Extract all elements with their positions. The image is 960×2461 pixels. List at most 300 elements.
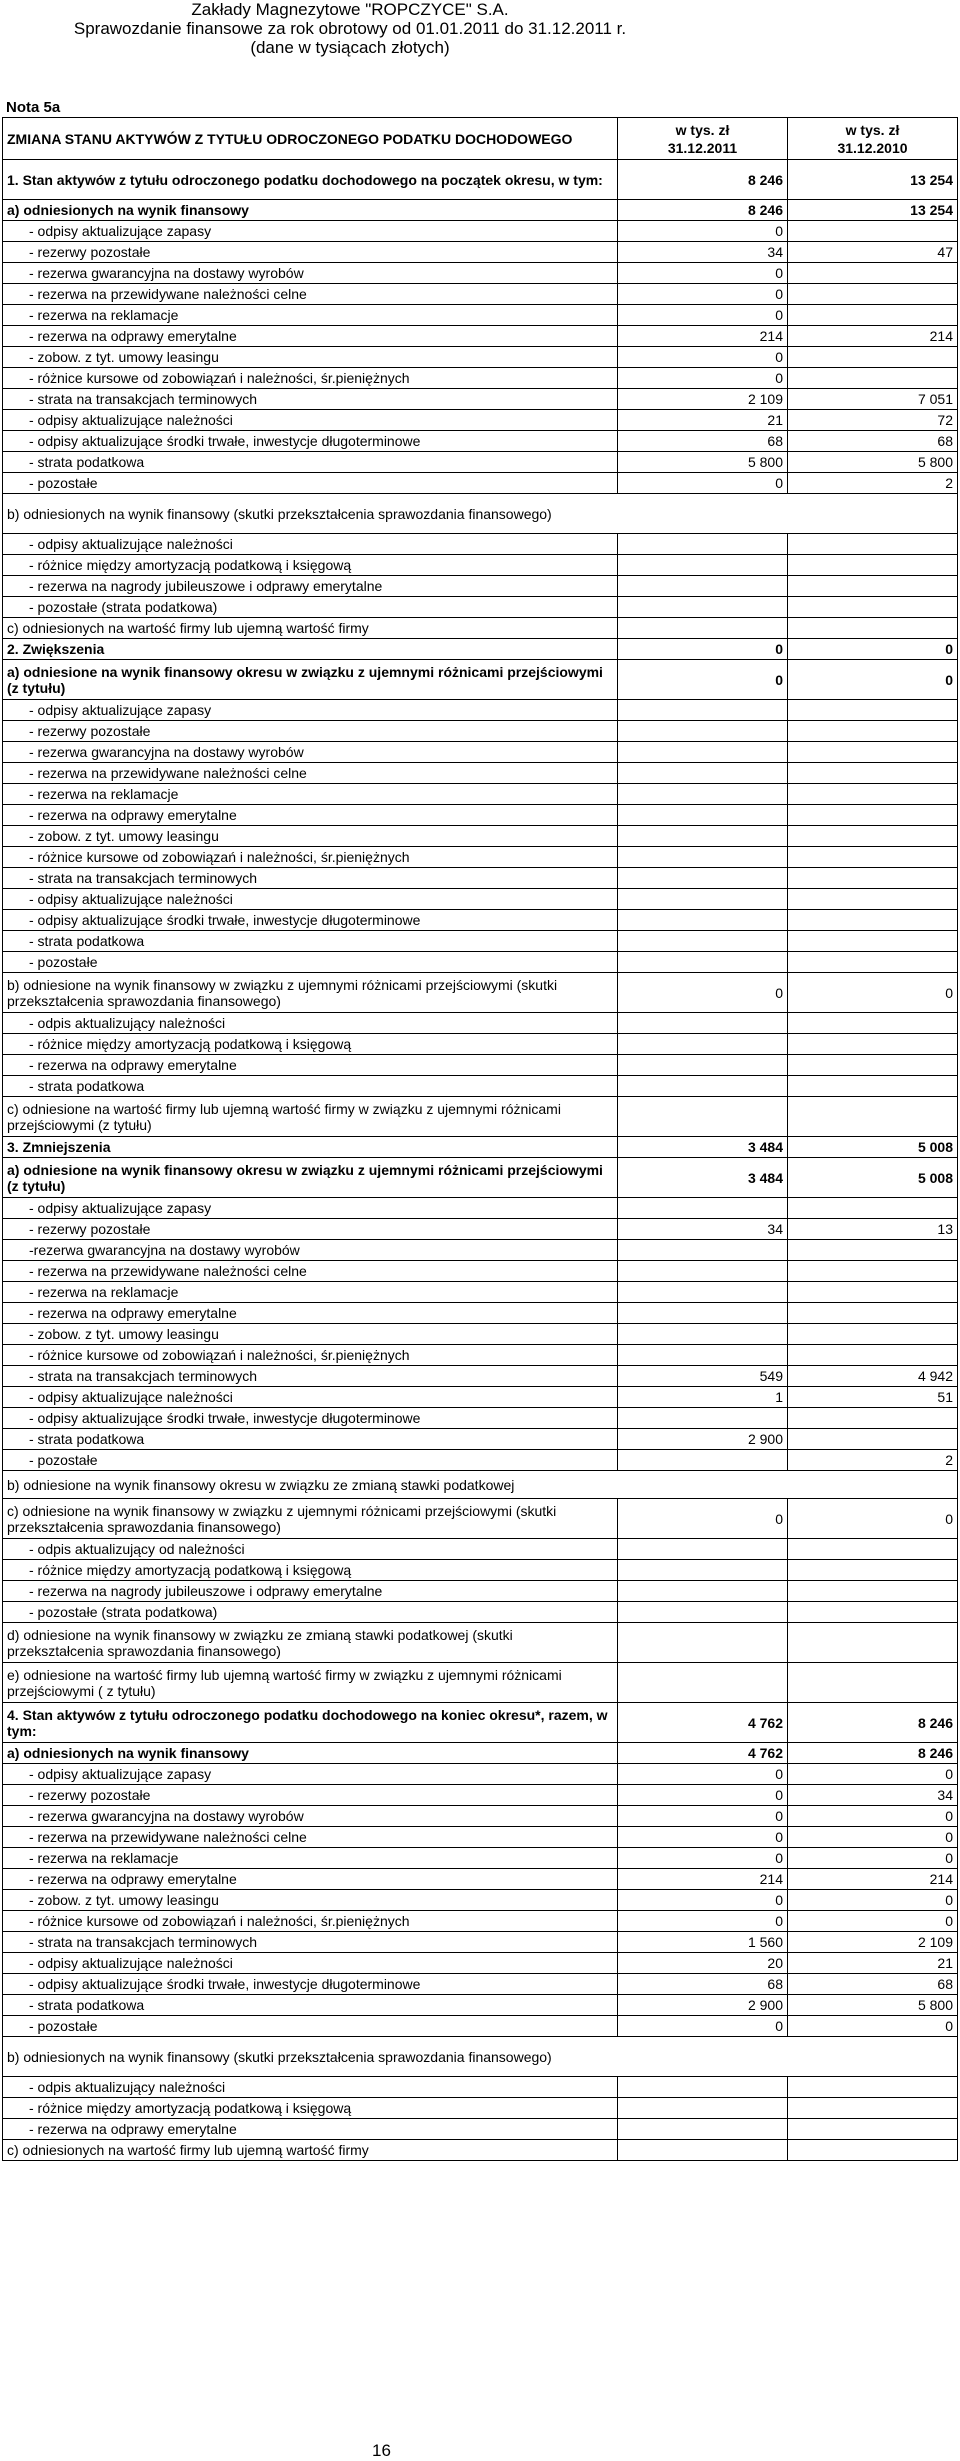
row-label: - rezerwa na przewidywane należności celne <box>3 284 618 305</box>
value-2010: 47 <box>788 242 958 263</box>
row-label: - pozostałe (strata podatkowa) <box>3 1602 618 1623</box>
row-label: - odpisy aktualizujące środki trwałe, inwestycje długoterminowe <box>3 1408 618 1429</box>
row-label: - różnice między amortyzacją podatkową i księgową <box>3 555 618 576</box>
table-row <box>3 555 958 576</box>
value-2010 <box>788 1261 958 1282</box>
row-label: - strata podatkowa <box>3 1429 618 1450</box>
row-label: - pozostałe (strata podatkowa) <box>3 597 618 618</box>
value-2010: 5 008 <box>788 1137 958 1158</box>
value-2010 <box>788 700 958 721</box>
value-2010 <box>788 1560 958 1581</box>
units-note: (dane w tysiącach złotych) <box>250 38 450 57</box>
value-2011: 0 <box>618 639 788 660</box>
row-label: - różnice między amortyzacją podatkową i księgową <box>3 1034 618 1055</box>
table-row <box>3 1703 958 1743</box>
value-2010: 0 <box>788 1848 958 1869</box>
table-row <box>3 2077 958 2098</box>
value-2010 <box>788 1198 958 1219</box>
value-2011 <box>618 868 788 889</box>
value-2011 <box>618 805 788 826</box>
value-2010 <box>788 597 958 618</box>
value-2011: 68 <box>618 1974 788 1995</box>
value-2010 <box>788 763 958 784</box>
table-header-row <box>3 118 958 160</box>
row-label: - pozostałe <box>3 473 618 494</box>
table-row <box>3 1303 958 1324</box>
value-2011: 0 <box>618 1911 788 1932</box>
row-label: - rezerwa na przewidywane należności celne <box>3 1261 618 1282</box>
value-2010: 68 <box>788 1974 958 1995</box>
row-label: - rezerwa gwarancyjna na dostawy wyrobów <box>3 742 618 763</box>
table-row <box>3 910 958 931</box>
value-2011: 20 <box>618 1953 788 1974</box>
value-2011 <box>618 1013 788 1034</box>
value-2010: 34 <box>788 1785 958 1806</box>
row-label: - rezerwa na odprawy emerytalne <box>3 326 618 347</box>
row-label: - różnice między amortyzacją podatkową i księgową <box>3 1560 618 1581</box>
value-2011: 0 <box>618 221 788 242</box>
value-2011 <box>618 534 788 555</box>
value-2010 <box>788 1076 958 1097</box>
column-header-2010: w tys. zł 31.12.2010 <box>788 118 958 160</box>
table-row <box>3 2140 958 2161</box>
value-2010: 0 <box>788 1827 958 1848</box>
table-row <box>3 1076 958 1097</box>
value-2010: 0 <box>788 973 958 1013</box>
value-2011 <box>618 2140 788 2161</box>
row-label: - odpisy aktualizujące należności <box>3 410 618 431</box>
value-2011: 0 <box>618 1785 788 1806</box>
row-label: a) odniesione na wynik finansowy okresu w związku z ujemnymi różnicami przejściowymi (z tytułu) <box>3 660 618 700</box>
row-label: - strata podatkowa <box>3 931 618 952</box>
row-label: - rezerwa na reklamacje <box>3 1282 618 1303</box>
row-label: b) odniesionych na wynik finansowy (skutki przekształcenia sprawozdania finansowego) <box>3 494 958 534</box>
row-label: - odpisy aktualizujące zapasy <box>3 700 618 721</box>
value-2011: 214 <box>618 326 788 347</box>
value-2011 <box>618 1345 788 1366</box>
value-2010 <box>788 1055 958 1076</box>
value-2011 <box>618 1240 788 1261</box>
value-2010 <box>788 263 958 284</box>
row-label: - rezerwa na nagrody jubileuszowe i odprawy emerytalne <box>3 1581 618 1602</box>
row-label: - różnice kursowe od zobowiązań i należności, śr.pieniężnych <box>3 1911 618 1932</box>
table-row <box>3 1158 958 1198</box>
table-row <box>3 1743 958 1764</box>
table-row <box>3 1097 958 1137</box>
table-row <box>3 1764 958 1785</box>
value-2010 <box>788 2077 958 2098</box>
table-row <box>3 973 958 1013</box>
table-row <box>3 868 958 889</box>
table-row <box>3 639 958 660</box>
value-2010 <box>788 534 958 555</box>
value-2010: 8 246 <box>788 1743 958 1764</box>
row-label: - rezerwa na odprawy emerytalne <box>3 805 618 826</box>
value-2011 <box>618 1097 788 1137</box>
value-2011 <box>618 1408 788 1429</box>
row-label: 1. Stan aktywów z tytułu odroczonego podatku dochodowego na początek okresu, w tym: <box>3 160 618 200</box>
value-2011 <box>618 826 788 847</box>
value-2011: 8 246 <box>618 200 788 221</box>
value-2011 <box>618 889 788 910</box>
row-label: - odpisy aktualizujące należności <box>3 1953 618 1974</box>
row-label: - strata podatkowa <box>3 1076 618 1097</box>
value-2011 <box>618 931 788 952</box>
table-row <box>3 1663 958 1703</box>
table-row <box>3 494 958 534</box>
value-2010 <box>788 1602 958 1623</box>
value-2010: 13 254 <box>788 160 958 200</box>
value-2010: 8 246 <box>788 1703 958 1743</box>
table-row <box>3 784 958 805</box>
value-2011: 0 <box>618 347 788 368</box>
note-number: Nota 5a <box>6 99 61 116</box>
value-2011 <box>618 1282 788 1303</box>
table-row <box>3 1995 958 2016</box>
value-2010 <box>788 1013 958 1034</box>
row-label: - różnice między amortyzacją podatkową i księgową <box>3 2098 618 2119</box>
row-label: - strata na transakcjach terminowych <box>3 389 618 410</box>
row-label: - różnice kursowe od zobowiązań i należności, śr.pieniężnych <box>3 368 618 389</box>
value-2010 <box>788 889 958 910</box>
value-2010: 21 <box>788 1953 958 1974</box>
table-row <box>3 1869 958 1890</box>
table-row <box>3 1848 958 1869</box>
value-2010: 5 008 <box>788 1158 958 1198</box>
table-row <box>3 1034 958 1055</box>
value-2010: 68 <box>788 431 958 452</box>
row-label: -rezerwa gwarancyjna na dostawy wyrobów <box>3 1240 618 1261</box>
row-label: - rezerwa na reklamacje <box>3 305 618 326</box>
row-label: - rezerwa na reklamacje <box>3 1848 618 1869</box>
value-2011: 0 <box>618 1848 788 1869</box>
table-row <box>3 284 958 305</box>
value-2011: 21 <box>618 410 788 431</box>
row-label: 4. Stan aktywów z tytułu odroczonego podatku dochodowego na koniec okresu*, razem, w tym: <box>3 1703 618 1743</box>
table-row <box>3 1911 958 1932</box>
value-2010 <box>788 1240 958 1261</box>
value-2011: 34 <box>618 1219 788 1240</box>
value-2010: 13 <box>788 1219 958 1240</box>
table-row <box>3 389 958 410</box>
table-row <box>3 1450 958 1471</box>
value-2011 <box>618 1450 788 1471</box>
value-2011 <box>618 784 788 805</box>
row-label: - zobow. z tyt. umowy leasingu <box>3 1324 618 1345</box>
value-2011: 0 <box>618 473 788 494</box>
value-2010: 7 051 <box>788 389 958 410</box>
row-label: - różnice kursowe od zobowiązań i należności, śr.pieniężnych <box>3 847 618 868</box>
table-row <box>3 1974 958 1995</box>
value-2011: 0 <box>618 973 788 1013</box>
value-2011: 68 <box>618 431 788 452</box>
value-2010: 2 <box>788 473 958 494</box>
value-2010 <box>788 1324 958 1345</box>
value-2010 <box>788 555 958 576</box>
table-row <box>3 1137 958 1158</box>
table-row <box>3 805 958 826</box>
value-2010 <box>788 1034 958 1055</box>
value-2010 <box>788 347 958 368</box>
value-2010: 0 <box>788 1911 958 1932</box>
value-2010 <box>788 805 958 826</box>
value-2011 <box>618 1261 788 1282</box>
value-2011: 0 <box>618 1890 788 1911</box>
row-label: - odpisy aktualizujące zapasy <box>3 1198 618 1219</box>
value-2011 <box>618 1539 788 1560</box>
value-2010 <box>788 1623 958 1663</box>
value-2011: 3 484 <box>618 1137 788 1158</box>
value-2011 <box>618 763 788 784</box>
row-label: 3. Zmniejszenia <box>3 1137 618 1158</box>
table-row <box>3 1602 958 1623</box>
row-label: - zobow. z tyt. umowy leasingu <box>3 1890 618 1911</box>
value-2010 <box>788 910 958 931</box>
row-label: - różnice kursowe od zobowiązań i należności, śr.pieniężnych <box>3 1345 618 1366</box>
value-2011: 0 <box>618 1499 788 1539</box>
row-label: - rezerwa na przewidywane należności celne <box>3 763 618 784</box>
value-2011: 214 <box>618 1869 788 1890</box>
row-label: - odpisy aktualizujące należności <box>3 534 618 555</box>
row-label: - pozostałe <box>3 1450 618 1471</box>
row-label: - odpisy aktualizujące należności <box>3 889 618 910</box>
value-2011: 3 484 <box>618 1158 788 1198</box>
value-2011 <box>618 2077 788 2098</box>
value-2011 <box>618 700 788 721</box>
row-label: - pozostałe <box>3 2016 618 2037</box>
row-label: - odpis aktualizujący od należności <box>3 1539 618 1560</box>
value-2011 <box>618 1076 788 1097</box>
value-2011: 0 <box>618 1827 788 1848</box>
value-2010 <box>788 2098 958 2119</box>
value-2011: 5 800 <box>618 452 788 473</box>
table-row <box>3 452 958 473</box>
value-2010: 72 <box>788 410 958 431</box>
value-2011 <box>618 952 788 973</box>
value-2010: 0 <box>788 1764 958 1785</box>
value-2011 <box>618 555 788 576</box>
row-label: 2. Zwiększenia <box>3 639 618 660</box>
value-2011: 0 <box>618 368 788 389</box>
value-2011 <box>618 618 788 639</box>
value-2010: 51 <box>788 1387 958 1408</box>
row-label: - rezerwa gwarancyjna na dostawy wyrobów <box>3 1806 618 1827</box>
value-2010: 2 <box>788 1450 958 1471</box>
table-row <box>3 1387 958 1408</box>
value-2010 <box>788 1539 958 1560</box>
row-label: b) odniesionych na wynik finansowy (skutki przekształcenia sprawozdania finansowego) <box>3 2037 958 2077</box>
table-row <box>3 2098 958 2119</box>
row-label: - rezerwa na reklamacje <box>3 784 618 805</box>
table-row <box>3 1890 958 1911</box>
table-row <box>3 931 958 952</box>
table-row <box>3 1560 958 1581</box>
value-2011: 0 <box>618 660 788 700</box>
value-2010 <box>788 1303 958 1324</box>
row-label: - odpisy aktualizujące środki trwałe, inwestycje długoterminowe <box>3 910 618 931</box>
row-label: - odpisy aktualizujące środki trwałe, inwestycje długoterminowe <box>3 1974 618 1995</box>
table-row <box>3 2037 958 2077</box>
value-2010 <box>788 1097 958 1137</box>
row-label: - strata podatkowa <box>3 452 618 473</box>
row-label: - odpis aktualizujący należności <box>3 1013 618 1034</box>
table-row <box>3 1623 958 1663</box>
value-2010 <box>788 742 958 763</box>
table-row <box>3 1013 958 1034</box>
row-label: - rezerwa na odprawy emerytalne <box>3 1055 618 1076</box>
value-2010 <box>788 826 958 847</box>
row-label: - rezerwa na odprawy emerytalne <box>3 2119 618 2140</box>
value-2010: 5 800 <box>788 452 958 473</box>
value-2010: 0 <box>788 660 958 700</box>
row-label: - odpisy aktualizujące należności <box>3 1387 618 1408</box>
value-2011: 4 762 <box>618 1743 788 1764</box>
row-label: - rezerwy pozostałe <box>3 721 618 742</box>
table-row <box>3 1219 958 1240</box>
table-row <box>3 431 958 452</box>
value-2011: 0 <box>618 305 788 326</box>
value-2011 <box>618 1034 788 1055</box>
value-2011 <box>618 1055 788 1076</box>
table-row <box>3 1581 958 1602</box>
value-2010: 0 <box>788 1890 958 1911</box>
table-row <box>3 576 958 597</box>
value-2010 <box>788 931 958 952</box>
value-2010: 0 <box>788 2016 958 2037</box>
value-2010: 4 942 <box>788 1366 958 1387</box>
value-2010 <box>788 868 958 889</box>
table-row <box>3 889 958 910</box>
table-row <box>3 2119 958 2140</box>
table-title: ZMIANA STANU AKTYWÓW Z TYTUŁU ODROCZONEGO PODATKU DOCHODOWEGO <box>3 118 618 160</box>
row-label: - odpisy aktualizujące zapasy <box>3 1764 618 1785</box>
value-2011: 4 762 <box>618 1703 788 1743</box>
deferred-tax-assets-table <box>2 117 958 2161</box>
row-label: c) odniesionych na wartość firmy lub ujemną wartość firmy <box>3 2140 618 2161</box>
value-2010: 0 <box>788 1499 958 1539</box>
table-row <box>3 1429 958 1450</box>
row-label: - strata na transakcjach terminowych <box>3 1366 618 1387</box>
value-2011 <box>618 1303 788 1324</box>
table-row <box>3 160 958 200</box>
row-label: b) odniesione na wynik finansowy okresu w związku ze zmianą stawki podatkowej <box>3 1471 958 1499</box>
value-2010 <box>788 576 958 597</box>
value-2010: 214 <box>788 326 958 347</box>
table-row <box>3 347 958 368</box>
row-label: - strata na transakcjach terminowych <box>3 1932 618 1953</box>
row-label: - rezerwy pozostałe <box>3 242 618 263</box>
value-2011: 2 900 <box>618 1995 788 2016</box>
value-2011 <box>618 1324 788 1345</box>
value-2011 <box>618 597 788 618</box>
table-row <box>3 1806 958 1827</box>
column-header-2011: w tys. zł 31.12.2011 <box>618 118 788 160</box>
row-label: - rezerwy pozostałe <box>3 1785 618 1806</box>
row-label: - rezerwa na nagrody jubileuszowe i odprawy emerytalne <box>3 576 618 597</box>
table-row <box>3 410 958 431</box>
table-row <box>3 1055 958 1076</box>
table-row <box>3 1240 958 1261</box>
row-label: - odpis aktualizujący należności <box>3 2077 618 2098</box>
row-label: c) odniesione na wynik finansowy w związku z ujemnymi różnicami przejściowymi (skutki przekształcenia sprawozdania finansowego) <box>3 1499 618 1539</box>
table-row <box>3 1261 958 1282</box>
table-row <box>3 326 958 347</box>
value-2011: 34 <box>618 242 788 263</box>
row-label: a) odniesionych na wynik finansowy <box>3 200 618 221</box>
value-2010 <box>788 1429 958 1450</box>
table-row <box>3 473 958 494</box>
table-row <box>3 847 958 868</box>
table-row <box>3 1932 958 1953</box>
value-2011: 0 <box>618 284 788 305</box>
table-row <box>3 1198 958 1219</box>
value-2011 <box>618 742 788 763</box>
table-row <box>3 242 958 263</box>
value-2011 <box>618 1623 788 1663</box>
row-label: - odpisy aktualizujące zapasy <box>3 221 618 242</box>
table-row <box>3 1324 958 1345</box>
value-2010 <box>788 305 958 326</box>
value-2010: 2 109 <box>788 1932 958 1953</box>
table-row <box>3 618 958 639</box>
value-2011: 8 246 <box>618 160 788 200</box>
table-row <box>3 660 958 700</box>
row-label: - zobow. z tyt. umowy leasingu <box>3 347 618 368</box>
table-row <box>3 1345 958 1366</box>
page-number: 16 <box>372 2441 391 2460</box>
value-2011 <box>618 1663 788 1703</box>
value-2010 <box>788 1663 958 1703</box>
table-row <box>3 952 958 973</box>
row-label: - rezerwa na przewidywane należności celne <box>3 1827 618 1848</box>
value-2011 <box>618 576 788 597</box>
value-2011: 0 <box>618 1764 788 1785</box>
table-row <box>3 221 958 242</box>
table-row <box>3 305 958 326</box>
row-label: - strata podatkowa <box>3 1995 618 2016</box>
value-2011: 1 560 <box>618 1932 788 1953</box>
row-label: - rezerwa na odprawy emerytalne <box>3 1303 618 1324</box>
value-2011: 1 <box>618 1387 788 1408</box>
value-2010 <box>788 2119 958 2140</box>
value-2010 <box>788 1581 958 1602</box>
value-2010 <box>788 2140 958 2161</box>
row-label: e) odniesione na wartość firmy lub ujemną wartość firmy w związku z ujemnymi różnicami przejściowymi ( z tytułu) <box>3 1663 618 1703</box>
table-row <box>3 1282 958 1303</box>
value-2010 <box>788 721 958 742</box>
row-label: d) odniesione na wynik finansowy w związku ze zmianą stawki podatkowej (skutki przekształcenia sprawozdania finansowego) <box>3 1623 618 1663</box>
value-2011 <box>618 2098 788 2119</box>
table-row <box>3 721 958 742</box>
value-2010 <box>788 1282 958 1303</box>
table-row <box>3 742 958 763</box>
value-2010 <box>788 952 958 973</box>
table-row <box>3 1408 958 1429</box>
table-row <box>3 700 958 721</box>
value-2011 <box>618 2119 788 2140</box>
value-2011: 2 900 <box>618 1429 788 1450</box>
value-2010 <box>788 618 958 639</box>
table-row <box>3 263 958 284</box>
table-row <box>3 1539 958 1560</box>
value-2010 <box>788 1408 958 1429</box>
row-label: c) odniesione na wartość firmy lub ujemną wartość firmy w związku z ujemnymi różnicami przejściowymi (z tytułu) <box>3 1097 618 1137</box>
value-2010 <box>788 221 958 242</box>
table-row <box>3 534 958 555</box>
value-2010 <box>788 368 958 389</box>
value-2011: 0 <box>618 263 788 284</box>
table-row <box>3 826 958 847</box>
